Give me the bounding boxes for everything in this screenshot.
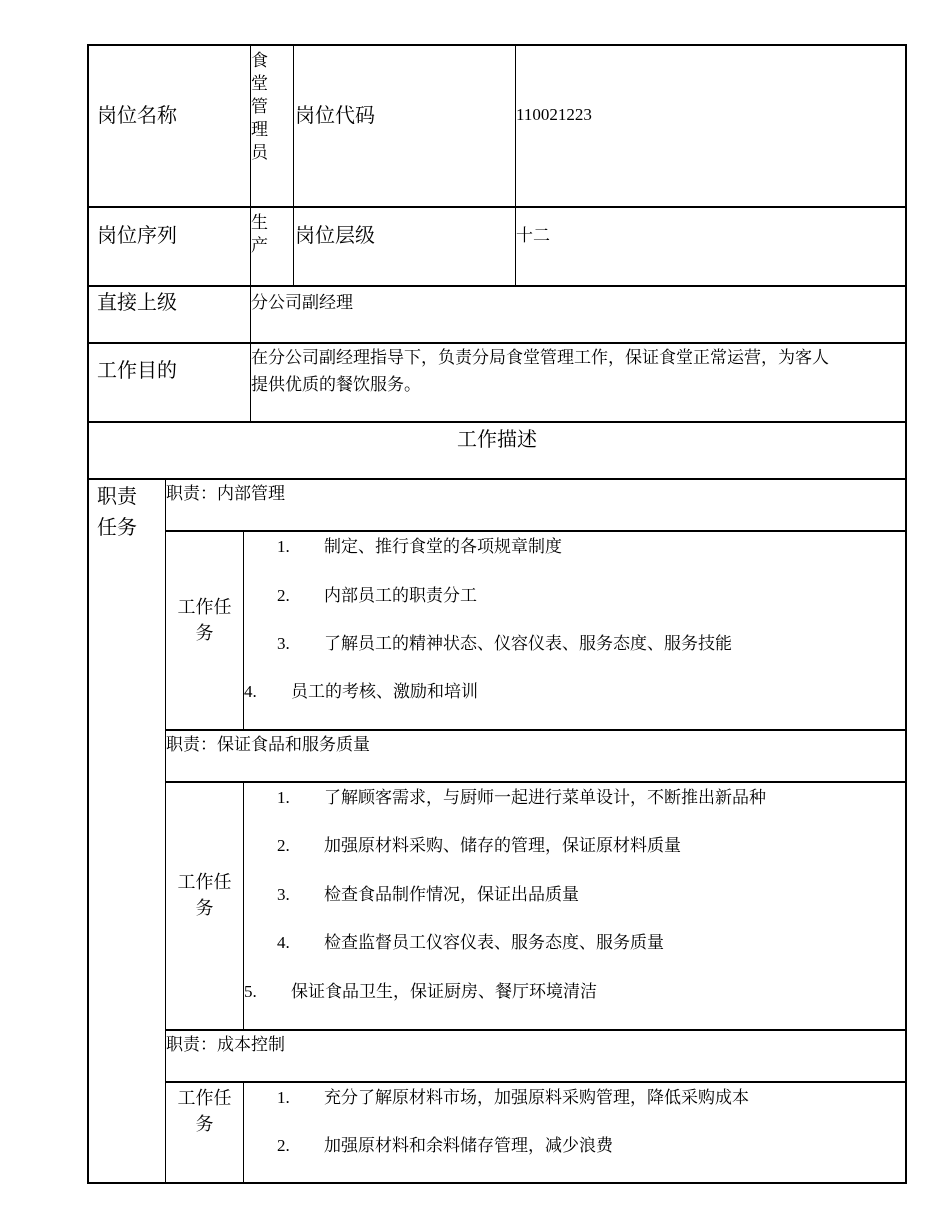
position-sequence-value: 生 产 [251,213,268,255]
border-bottom [87,1182,907,1184]
purpose-label: 工作目的 [97,360,177,382]
task-label: 工作任 务 [177,597,232,643]
supervisor-value: 分公司副经理 [251,293,353,312]
position-code-value: 110021223 [516,105,592,124]
row-divider [87,342,907,344]
position-level-value: 十二 [516,226,550,245]
border-right [905,44,907,1184]
row-divider [165,781,907,783]
task-label: 工作任 务 [177,872,232,918]
col-divider [243,1081,244,1183]
position-level-label: 岗位层级 [295,225,375,247]
position-name-label: 岗位名称 [97,105,177,127]
row-divider [87,421,907,423]
job-description-sheet: 岗位名称 食 堂 管 理 员 岗位代码 110021223 岗位序列 生 产 岗位层级 十二 直接上级 分公司副经理 工作目的 在分公司副经理指导下，负责分局食堂管理工作，保证食堂正常运营，为客人 提供优质的餐饮服务。 工作描述 职责 任务 职责：内部管理 工作任 务 1. 制定、推行食堂的各项规章制度 2. 内部员工的职责分工 3. 了解员工的精神状态、仪容仪表、服务态度、服务技能 4. 员工的考核、激励和培训 职责：保证食品和服务质量 工作任 务 1. 了解顾客需求，与厨师一起进行菜单设计，不断推出新品种 2. 加强原材料采购、储存的管理，保证原材料质量 3. 检查食品制作情况，保证出品质量 4. 检查监督员工仪容仪表、服务态度、服务质量 5. 保证食品卫生，保证厨房、餐厅环境清洁 职责：成本控制 工作任 务 1. 充分了解原材料市场，加强原料采购管理，降低采购成本 2. 加强原材料和余料储存管理，减少浪费 [0,0,950,1230]
border-left [87,44,89,1184]
col-divider [293,44,294,286]
position-name-value: 食 堂 管 理 员 [251,51,268,162]
task-label: 工作任 务 [177,1088,232,1134]
purpose-value-line1: 在分公司副经理指导下，负责分局食堂管理工作，保证食堂正常运营，为客人 [251,348,829,367]
responsibility-title: 职责：内部管理 [166,484,285,503]
purpose-value-line2: 提供优质的餐饮服务。 [251,375,421,394]
col-divider [165,478,166,1184]
row-divider [87,206,907,208]
responsibility-title: 职责：成本控制 [166,1035,285,1054]
position-sequence-label: 岗位序列 [97,225,177,247]
col-divider [515,44,516,286]
row-divider [87,285,907,287]
duties-label: 职责 任务 [97,486,137,539]
position-code-label: 岗位代码 [295,105,375,127]
row-divider [165,530,907,532]
row-divider [165,1081,907,1083]
row-divider [165,729,907,731]
row-divider [165,1029,907,1031]
supervisor-label: 直接上级 [97,292,177,314]
responsibility-title: 职责：保证食品和服务质量 [166,735,370,754]
description-title: 工作描述 [457,429,537,451]
row-divider [87,478,907,480]
border-top [87,44,907,46]
